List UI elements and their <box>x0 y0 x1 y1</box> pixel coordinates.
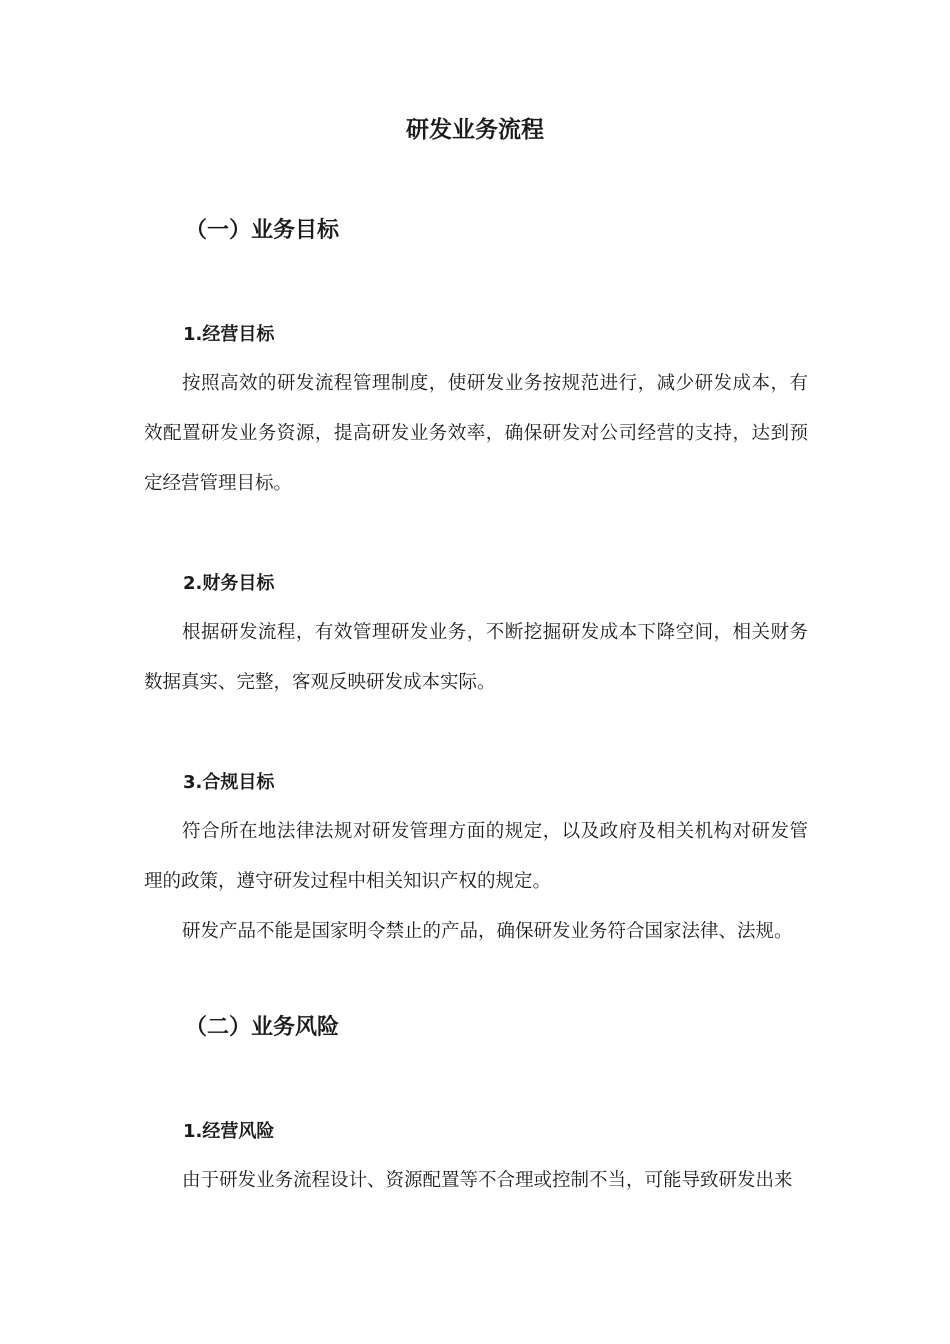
subheading-compliance-goal: 3.合规目标 <box>183 772 275 793</box>
paragraph-operating-goal: 按照高效的研发流程管理制度，使研发业务按规范进行，减少研发成本，有效配置研发业务资源，提高研发业务效率，确保研发对公司经营的支持，达到预定经营管理目标。 <box>144 373 808 494</box>
section-heading-business-risks: （二）业务风险 <box>185 1015 340 1040</box>
paragraph-financial-goal: 根据研发流程，有效管理研发业务，不断挖掘研发成本下降空间，相关财务数据真实、完整，客观反映研发成本实际。 <box>144 622 808 693</box>
subheading-financial-goal: 2.财务目标 <box>183 573 275 594</box>
section-heading-business-goals: （一）业务目标 <box>185 218 340 243</box>
subheading-operating-goal: 1.经营目标 <box>183 324 275 345</box>
document-title: 研发业务流程 <box>406 117 544 143</box>
paragraph-compliance-goal-2: 研发产品不能是国家明令禁止的产品，确保研发业务符合国家法律、法规。 <box>182 921 793 942</box>
paragraph-compliance-goal-1: 符合所在地法律法规对研发管理方面的规定，以及政府及相关机构对研发管理的政策，遵守研发过程中相关知识产权的规定。 <box>144 821 808 892</box>
subheading-operating-risk: 1.经营风险 <box>183 1121 275 1142</box>
paragraph-operating-risk: 由于研发业务流程设计、资源配置等不合理或控制不当，可能导致研发出来 <box>182 1170 793 1191</box>
